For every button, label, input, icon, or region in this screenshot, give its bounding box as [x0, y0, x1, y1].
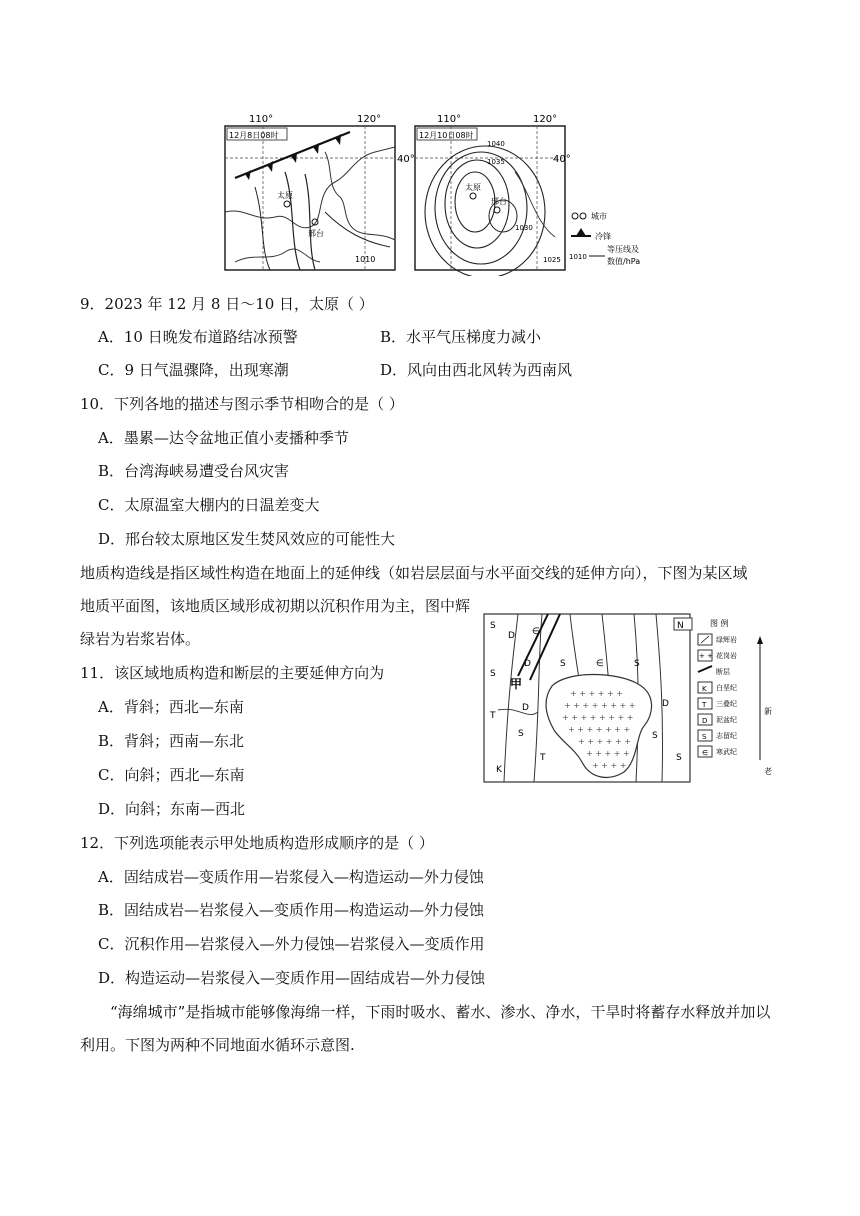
q11-option-b[interactable]: B．背斜；西南—东北 — [98, 732, 245, 750]
legend-cold-front-label: 冷锋 — [595, 232, 611, 241]
sponge-intro-line-1: “海绵城市”是指城市能够像海绵一样，下雨时吸水、蓄水、渗水、净水，干旱时将蓄存水释放并加以 — [110, 1003, 771, 1021]
map2-city-taiyuan: 太原 — [465, 183, 481, 192]
geo-legend-title: 图 例 — [710, 619, 729, 628]
map-letter: S — [518, 729, 524, 739]
map1-city-taiyuan: 太原 — [277, 191, 293, 200]
map-letter: D — [508, 631, 515, 641]
geology-map-svg — [478, 610, 784, 788]
weather-maps-figure — [215, 112, 645, 276]
geo-legend-symbol: K — [702, 685, 707, 693]
map2-isobar-1040: 1040 — [487, 140, 505, 148]
sponge-intro-line-2: 利用。下图为两种不同地面水循环示意图. — [80, 1036, 355, 1054]
geo-legend-item: 白垩纪 — [716, 684, 737, 692]
map-letter: D — [524, 659, 531, 669]
map-letter: T — [490, 711, 496, 721]
geo-legend-item: 寒武纪 — [716, 748, 737, 756]
svg-text:+ + + + + +: + + + + + + — [578, 737, 631, 746]
svg-text:+ + + + +: + + + + + — [586, 749, 630, 758]
geo-legend-item: 志留纪 — [716, 732, 737, 740]
geo-legend-symbol: D — [702, 717, 708, 725]
q12-option-b[interactable]: B．固结成岩—岩浆侵入—变质作用—构造运动—外力侵蚀 — [98, 901, 485, 919]
legend-city-label: 城市 — [591, 212, 607, 221]
q10-option-c[interactable]: C．太原温室大棚内的日温差变大 — [98, 496, 320, 514]
svg-text:+ + + + + + + +: + + + + + + + + — [562, 713, 634, 722]
map2-date-label: 12月10日08时 — [419, 131, 474, 140]
q9-option-b[interactable]: B．水平气压梯度力减小 — [380, 328, 542, 346]
map-letter: D — [522, 703, 529, 713]
q10-stem: 10．下列各地的描述与图示季节相吻合的是（ ） — [80, 395, 404, 413]
map1-city-xingtai: 邢台 — [308, 229, 324, 238]
map-letter: D — [662, 699, 669, 709]
point-jia-label: 甲 — [510, 677, 523, 691]
geology-map-figure — [478, 610, 784, 788]
q10-option-a[interactable]: A．墨累—达令盆地正值小麦播种季节 — [98, 429, 349, 447]
q12-stem: 12．下列选项能表示甲处地质构造形成顺序的是（ ） — [80, 834, 434, 852]
geo-legend-symbol: + + — [699, 652, 713, 660]
map2-lon-110: 110° — [437, 114, 462, 125]
q12-option-c[interactable]: C．沉积作用—岩浆侵入—外力侵蚀—岩浆侵入—变质作用 — [98, 935, 485, 953]
map2-isobar-1035: 1035 — [487, 158, 505, 166]
map2-city-xingtai: 邢台 — [491, 197, 507, 206]
legend-city-icon — [572, 213, 578, 219]
geo-legend-item: 泥盆纪 — [716, 716, 737, 724]
q9-option-a[interactable]: A．10 日晚发布道路结冰预警 — [98, 328, 298, 346]
geo-intro-line-1: 地质构造线是指区域性构造在地面上的延伸线（如岩层层面与水平面交线的延伸方向），下图为某区域 — [80, 564, 748, 582]
q11-option-a[interactable]: A．背斜；西北—东南 — [98, 698, 244, 716]
map2-isobar-1030: 1030 — [515, 224, 533, 232]
q11-stem: 11．该区域地质构造和断层的主要延伸方向为 — [80, 664, 385, 682]
geo-legend-new: 新 — [764, 707, 772, 716]
age-arrow-icon — [757, 636, 763, 644]
map-letter: T — [540, 753, 546, 763]
weather-maps-svg — [215, 112, 645, 276]
map-letter: S — [652, 731, 658, 741]
legend-isobar-unit: 数值/hPa — [607, 257, 641, 266]
map1-lon-120: 120° — [357, 114, 382, 125]
geo-legend-symbol: ∈ — [702, 749, 709, 757]
map-letter: S — [490, 669, 496, 679]
q11-option-d[interactable]: D．向斜；东南—西北 — [98, 800, 246, 818]
q11-option-c[interactable]: C．向斜；西北—东南 — [98, 766, 245, 784]
map-letter: S — [560, 659, 566, 669]
geo-intro-line-3: 绿岩为岩浆岩体。 — [80, 630, 201, 648]
q10-option-b[interactable]: B．台湾海峡易遭受台风灾害 — [98, 462, 290, 480]
legend-cold-front-icon — [576, 228, 586, 236]
map-letter: ∈ — [596, 659, 604, 669]
map-letter: K — [496, 765, 502, 775]
geo-legend-old: 老 — [764, 767, 772, 776]
map-letter: ∈ — [532, 627, 540, 637]
svg-text:+ + + + + +: + + + + + + — [570, 689, 623, 698]
map-letter: S — [634, 659, 640, 669]
map-letter: S — [676, 753, 682, 763]
q9-option-d[interactable]: D．风向由西北风转为西南风 — [380, 361, 573, 379]
legend-isobar-label: 等压线及 — [607, 245, 639, 254]
geo-legend-item: 三叠纪 — [716, 700, 737, 708]
svg-text:+ + + +: + + + + — [592, 761, 627, 770]
geo-intro-line-2: 地质平面图，该地质区域形成初期以沉积作用为主，图中辉 — [80, 597, 471, 615]
svg-text:+ + + + + + +: + + + + + + + — [568, 725, 631, 734]
map1-lat-40: 40° — [397, 154, 415, 165]
q12-option-d[interactable]: D．构造运动—岩浆侵入—变质作用—固结成岩—外力侵蚀 — [98, 969, 486, 987]
map2-isobar-1025: 1025 — [543, 256, 561, 264]
map1-lon-110: 110° — [249, 114, 274, 125]
map-letter: S — [490, 621, 496, 631]
q9-stem: 9．2023 年 12 月 8 日～10 日，太原（ ） — [80, 295, 374, 313]
map1-date-label: 12月8日08时 — [229, 131, 279, 140]
geo-legend-item: 绿辉岩 — [716, 636, 737, 644]
map1-isobar-label: 1010 — [355, 255, 376, 264]
geo-legend-symbol: S — [702, 733, 707, 741]
legend-isobar-value: 1010 — [569, 253, 587, 261]
geo-legend-item: 花岗岩 — [716, 652, 737, 660]
geo-legend-symbol: T — [702, 701, 707, 709]
map2-lon-120: 120° — [533, 114, 558, 125]
map2-lat-40: 40° — [553, 154, 571, 165]
q12-option-a[interactable]: A．固结成岩—变质作用—岩浆侵入—构造运动—外力侵蚀 — [98, 868, 484, 886]
q10-option-d[interactable]: D．邢台较太原地区发生焚风效应的可能性大 — [98, 530, 396, 548]
svg-text:+ + + + + + + +: + + + + + + + + — [564, 701, 636, 710]
geo-legend-item: 断层 — [716, 668, 730, 676]
north-arrow: N — [677, 621, 684, 631]
q9-option-c[interactable]: C．9 日气温骤降，出现寒潮 — [98, 361, 289, 379]
